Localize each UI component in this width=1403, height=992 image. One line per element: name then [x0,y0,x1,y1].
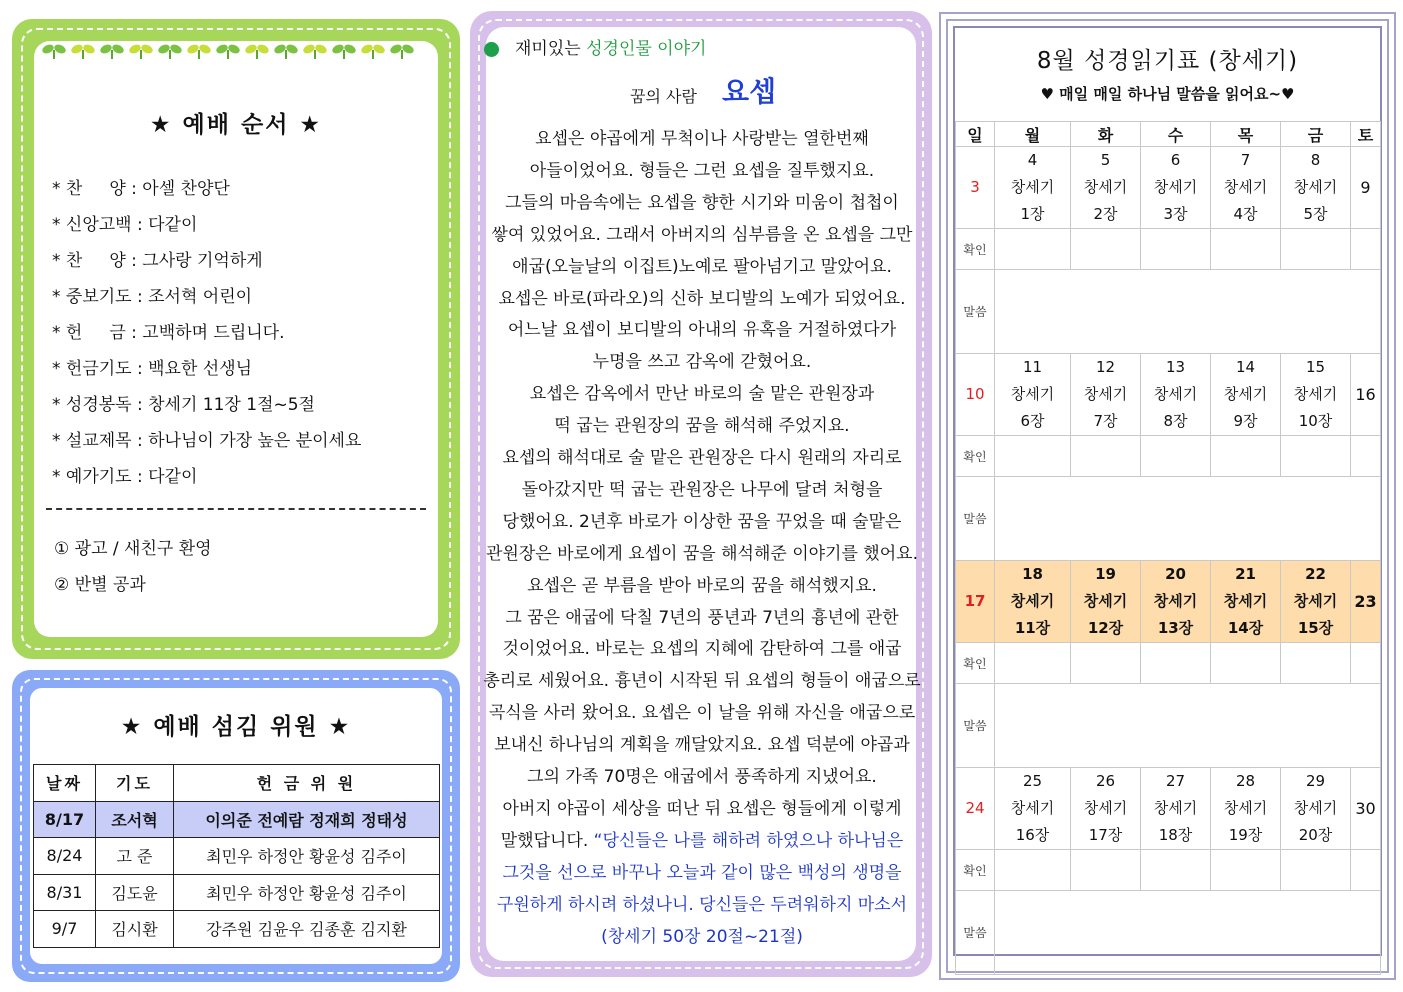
worship-order-item: * 헌금기도 : 백요한 선생님 [52,359,253,379]
sprout-icon [70,43,96,59]
calendar-day-cell [1071,147,1141,229]
calendar-day-cell [995,768,1071,850]
green-bullet-icon [484,42,499,57]
calendar-book: 창세기 [1010,799,1055,817]
sprout-icon [99,43,125,59]
calendar-day-header: 수 [1141,122,1211,147]
calendar-day-cell [1141,768,1211,850]
story-line: 애굽(오늘날의 이집트)노예로 팔아넘기고 말았어요. [512,257,892,277]
story-subtitle: 꿈의 사람 [630,87,697,106]
calendar-book: 창세기 [1293,592,1338,610]
calendar-sunday-cell: 17 [956,561,995,643]
story-line: 것이었어요. 바로는 요셉의 지혜에 감탄하여 그를 애굽 [502,639,902,659]
sprout-icon [41,43,67,59]
committee-date-cell: 8/31 [34,874,96,911]
committee-table [33,764,440,948]
calendar-chapter: 17장 [1088,826,1123,844]
calendar-book: 창세기 [1153,592,1198,610]
calendar-book: 창세기 [1223,799,1268,817]
calendar-date-number: 22 [1305,565,1326,583]
worship-order-title: ★ 예배 순서 ★ [149,112,323,138]
calendar-date-number: 26 [1095,772,1116,790]
story-line: 아들이었어요. 형들은 그런 요셉을 질투했지요. [529,161,875,181]
committee-header-prayer: 기도 [96,765,174,802]
worship-order-item: * 헌 금 : 고백하며 드립니다. [52,323,285,343]
notice-item: ② 반별 공과 [54,575,146,595]
calendar-date-number: 5 [1100,151,1111,169]
committee-row [34,838,440,875]
calendar-check-box [1071,643,1141,684]
calendar-chapter: 2장 [1093,205,1118,223]
calendar-check-box [1281,229,1351,270]
worship-order-item: * 성경봉독 : 창세기 11장 1절~5절 [52,395,315,415]
calendar-chapter: 4장 [1233,205,1258,223]
calendar-chapter: 3장 [1163,205,1188,223]
calendar-book: 창세기 [1083,178,1128,196]
calendar-check-box [995,850,1071,891]
calendar-book: 창세기 [1223,385,1268,403]
calendar-word-row [956,891,1381,975]
committee-prayer-cell: 고 준 [96,838,174,875]
calendar-book: 창세기 [1083,385,1128,403]
committee-header-offering: 헌 금 위 원 [174,765,440,802]
worship-order-item: * 설교제목 : 하나님이 가장 높은 분이세요 [52,431,362,451]
calendar-word-row [956,684,1381,768]
story-line: 요셉은 야곱에게 무척이나 사랑받는 열한번째 [535,129,869,149]
calendar-chapter: 19장 [1228,826,1263,844]
calendar-check-box [1211,229,1281,270]
calendar-book: 창세기 [1153,799,1198,817]
calendar-day-header: 금 [1281,122,1351,147]
story-quote-start: “당신들은 나를 해하려 하였으나 하나님은 [593,831,904,851]
calendar-check-box [1351,436,1381,477]
story-line: 누명을 쓰고 감옥에 갇혔어요. [592,352,812,372]
calendar-saturday-cell: 16 [1351,354,1381,436]
committee-offering-cell: 최민우 하정안 황윤성 김주이 [174,838,440,875]
story-line-prefix: 말했답니다. [500,831,594,851]
story-line: 관원장은 바로에게 요셉이 꿈을 해석해준 이야기를 했어요. [486,544,918,564]
committee-header-date: 날짜 [34,765,96,802]
committee-title: ★ 예배 섬김 위원 ★ [120,714,352,740]
sprout-icon [215,43,241,59]
calendar-day-cell [1071,768,1141,850]
calendar-book: 창세기 [1293,178,1338,196]
worship-order-item: * 찬 양 : 그사랑 기억하게 [52,251,263,271]
calendar-day-header-row [956,122,1381,147]
story-line: 그들의 마음속에는 요셉을 향한 시기와 미움이 첩첩이 [505,193,899,213]
calendar-check-box [1071,229,1141,270]
calendar-saturday-cell: 9 [1351,147,1381,229]
calendar-check-box [1141,436,1211,477]
calendar-day-header: 화 [1071,122,1141,147]
calendar-date-number: 25 [1022,772,1043,790]
story-line: 곡식을 사러 왔어요. 요셉은 이 날을 위해 자신을 애굽으로 [488,703,916,723]
calendar-week-row [956,561,1381,643]
calendar-book: 창세기 [1153,178,1198,196]
calendar-check-box [1141,229,1211,270]
calendar-day-cell [1211,561,1281,643]
calendar-date-number: 19 [1095,565,1116,583]
committee-row [34,801,440,838]
story-heading [515,38,706,60]
calendar-date-number: 7 [1240,151,1251,169]
calendar-check-row [956,436,1381,477]
calendar-date-number: 8 [1310,151,1321,169]
calendar-day-cell [1211,354,1281,436]
calendar-body [956,147,1381,975]
calendar-chapter: 11장 [1014,619,1051,637]
committee-offering-cell: 최민우 하정안 황윤성 김주이 [174,874,440,911]
committee-row [34,874,440,911]
calendar-subtitle: ♥ 매일 매일 하나님 말씀을 읽어요~♥ [1040,85,1295,103]
calendar-day-cell [1281,768,1351,850]
sprout-decoration [40,38,420,60]
calendar-day-cell [995,354,1071,436]
story-character-name: 요셉 [722,75,777,108]
calendar-date-number: 28 [1235,772,1256,790]
worship-order-item: * 찬 양 : 아셀 찬양단 [52,179,230,199]
sprout-icon [331,43,357,59]
calendar-chapter: 15장 [1297,619,1334,637]
story-line: 돌아갔지만 떡 굽는 관원장은 나무에 달려 처형을 [521,480,883,500]
calendar-check-box [1351,850,1381,891]
calendar-sunday-cell: 3 [956,147,995,229]
calendar-check-box [1281,850,1351,891]
calendar-word-label: 말씀 [956,684,995,768]
calendar-book: 창세기 [1153,385,1198,403]
calendar-day-header: 목 [1211,122,1281,147]
calendar-word-area [995,477,1381,561]
calendar-chapter: 16장 [1015,826,1050,844]
calendar-check-box [1211,436,1281,477]
committee-prayer-cell: 조서혁 [96,801,174,838]
calendar-date-number: 20 [1165,565,1186,583]
calendar-check-box [1211,643,1281,684]
story-line: 보내신 하나님의 계획을 깨달았지요. 요셉 덕분에 야곱과 [494,735,910,755]
committee-prayer-cell: 김시환 [96,911,174,948]
calendar-chapter: 14장 [1227,619,1264,637]
calendar-day-cell [1141,561,1211,643]
story-heading-green: 성경인물 이야기 [586,39,707,59]
calendar-chapter: 9장 [1233,412,1258,430]
calendar-check-box [1071,436,1141,477]
story-line: 그의 가족 70명은 애굽에서 풍족하게 지냈어요. [527,767,877,787]
calendar-check-label: 확인 [956,643,995,684]
calendar-word-area [995,891,1381,975]
calendar-day-header: 일 [956,122,995,147]
calendar-date-number: 21 [1235,565,1256,583]
calendar-check-box [1351,229,1381,270]
calendar-title: 8월 성경읽기표 (창세기) [1036,48,1299,74]
calendar-week-row [956,768,1381,850]
story-line: 아버지 야곱이 세상을 떠난 뒤 요셉은 형들에게 이렇게 [502,799,902,819]
calendar-chapter: 13장 [1157,619,1194,637]
calendar-date-number: 29 [1305,772,1326,790]
calendar-check-label: 확인 [956,850,995,891]
calendar-date-number: 18 [1022,565,1043,583]
calendar-word-label: 말씀 [956,891,995,975]
story-line: 떡 굽는 관원장의 꿈을 해석해 주었지요. [554,416,850,436]
calendar-chapter: 12장 [1087,619,1124,637]
calendar-day-cell [1211,768,1281,850]
calendar-book: 창세기 [1010,178,1055,196]
committee-body [34,801,440,947]
calendar-check-box [995,643,1071,684]
story-heading-prefix: 재미있는 [515,39,587,59]
calendar-date-number: 6 [1170,151,1181,169]
calendar-date-number: 27 [1165,772,1186,790]
calendar-saturday-cell: 30 [1351,768,1381,850]
story-line: 총리로 세웠어요. 흉년이 시작된 뒤 요셉의 형들이 애굽으로 [483,671,921,691]
calendar-saturday-cell: 23 [1351,561,1381,643]
sprout-icon [389,43,415,59]
calendar-check-box [1141,850,1211,891]
reading-calendar-table [955,121,1381,975]
calendar-day-cell [1281,354,1351,436]
calendar-day-cell [1071,354,1141,436]
calendar-week-row [956,354,1381,436]
calendar-date-number: 11 [1022,358,1043,376]
committee-offering-cell: 강주원 김윤우 김종훈 김지환 [174,911,440,948]
calendar-book: 창세기 [1083,799,1128,817]
calendar-date-number: 4 [1027,151,1038,169]
story-line: 요셉은 감옥에서 만난 바로의 술 맡은 관원장과 [529,384,875,404]
calendar-day-cell [1281,561,1351,643]
calendar-check-row [956,850,1381,891]
story-line: 요셉은 곧 부름을 받아 바로의 꿈을 해석했지요. [527,576,877,596]
sprout-icon [360,43,386,59]
committee-prayer-cell: 김도윤 [96,874,174,911]
calendar-chapter: 8장 [1163,412,1188,430]
sprout-icon [186,43,212,59]
calendar-chapter: 10장 [1298,412,1333,430]
calendar-chapter: 1장 [1020,205,1045,223]
committee-date-cell: 8/17 [34,801,96,838]
story-line: 어느날 요셉이 보디발의 아내의 유혹을 거절하였다가 [507,320,897,340]
sprout-icon [244,43,270,59]
calendar-word-area [995,684,1381,768]
calendar-day-cell [1141,354,1211,436]
calendar-day-cell [1071,561,1141,643]
sprout-icon [128,43,154,59]
sprout-icon [157,43,183,59]
story-line: 그 꿈은 애굽에 닥칠 7년의 풍년과 7년의 흉년에 관한 [505,608,899,628]
worship-order-item: * 신앙고백 : 다같이 [52,215,198,235]
calendar-date-number: 14 [1235,358,1256,376]
story-line-mixed [482,830,922,852]
calendar-date-number: 12 [1095,358,1116,376]
committee-header-row [34,765,440,802]
calendar-chapter: 20장 [1298,826,1333,844]
calendar-check-box [1281,436,1351,477]
calendar-day-cell [995,147,1071,229]
calendar-check-box [1071,850,1141,891]
story-quote-line: 구원하게 하시려 하셨나니. 당신들은 두려워하지 마소서 [496,895,908,915]
calendar-chapter: 18장 [1158,826,1193,844]
calendar-day-cell [1141,147,1211,229]
calendar-check-box [995,229,1071,270]
story-quote-line: 그것을 선으로 바꾸나 오늘과 같이 많은 백성의 생명을 [502,863,902,883]
story-line: 요셉의 해석대로 술 맡은 관원장은 다시 원래의 자리로 [502,448,902,468]
calendar-week-row [956,147,1381,229]
committee-offering-cell: 이의준 전예람 정재희 정태성 [174,801,440,838]
sprout-icon [273,43,299,59]
calendar-word-label: 말씀 [956,477,995,561]
story-quote-line: (창세기 50장 20절~21절) [601,927,803,947]
calendar-check-label: 확인 [956,436,995,477]
calendar-book: 창세기 [1010,592,1055,610]
calendar-book: 창세기 [1223,592,1268,610]
calendar-chapter: 7장 [1093,412,1118,430]
calendar-book: 창세기 [1223,178,1268,196]
calendar-word-label: 말씀 [956,270,995,354]
calendar-check-box [1281,643,1351,684]
worship-order-item: * 예가기도 : 다같이 [52,467,198,487]
calendar-check-box [1141,643,1211,684]
calendar-word-row [956,477,1381,561]
story-line: 요셉은 바로(파라오)의 신하 보디발의 노예가 되었어요. [498,289,906,309]
sprout-icon [302,43,328,59]
calendar-date-number: 15 [1305,358,1326,376]
calendar-book: 창세기 [1010,385,1055,403]
story-line: 쌓여 있었어요. 그래서 아버지의 심부름을 온 요셉을 그만 [491,225,913,245]
calendar-sunday-cell: 10 [956,354,995,436]
calendar-book: 창세기 [1293,385,1338,403]
committee-date-cell: 9/7 [34,911,96,948]
calendar-word-row [956,270,1381,354]
calendar-chapter: 6장 [1020,412,1045,430]
calendar-check-row [956,229,1381,270]
calendar-check-box [1211,850,1281,891]
calendar-book: 창세기 [1293,799,1338,817]
notice-item: ① 광고 / 새친구 환영 [54,539,212,559]
calendar-book: 창세기 [1083,592,1128,610]
calendar-check-box [995,436,1071,477]
committee-row [34,911,440,948]
calendar-check-label: 확인 [956,229,995,270]
worship-order-divider [46,508,426,510]
calendar-word-area [995,270,1381,354]
calendar-date-number: 13 [1165,358,1186,376]
calendar-sunday-cell: 24 [956,768,995,850]
worship-order-item: * 중보기도 : 조서혁 어린이 [52,287,253,307]
calendar-day-cell [995,561,1071,643]
committee-date-cell: 8/24 [34,838,96,875]
calendar-day-header: 토 [1351,122,1381,147]
calendar-check-row [956,643,1381,684]
calendar-day-cell [1211,147,1281,229]
calendar-day-cell [1281,147,1351,229]
calendar-day-header: 월 [995,122,1071,147]
story-line: 당했어요. 2년후 바로가 이상한 꿈을 꾸었을 때 술맡은 [502,512,902,532]
calendar-check-box [1351,643,1381,684]
calendar-chapter: 5장 [1303,205,1328,223]
